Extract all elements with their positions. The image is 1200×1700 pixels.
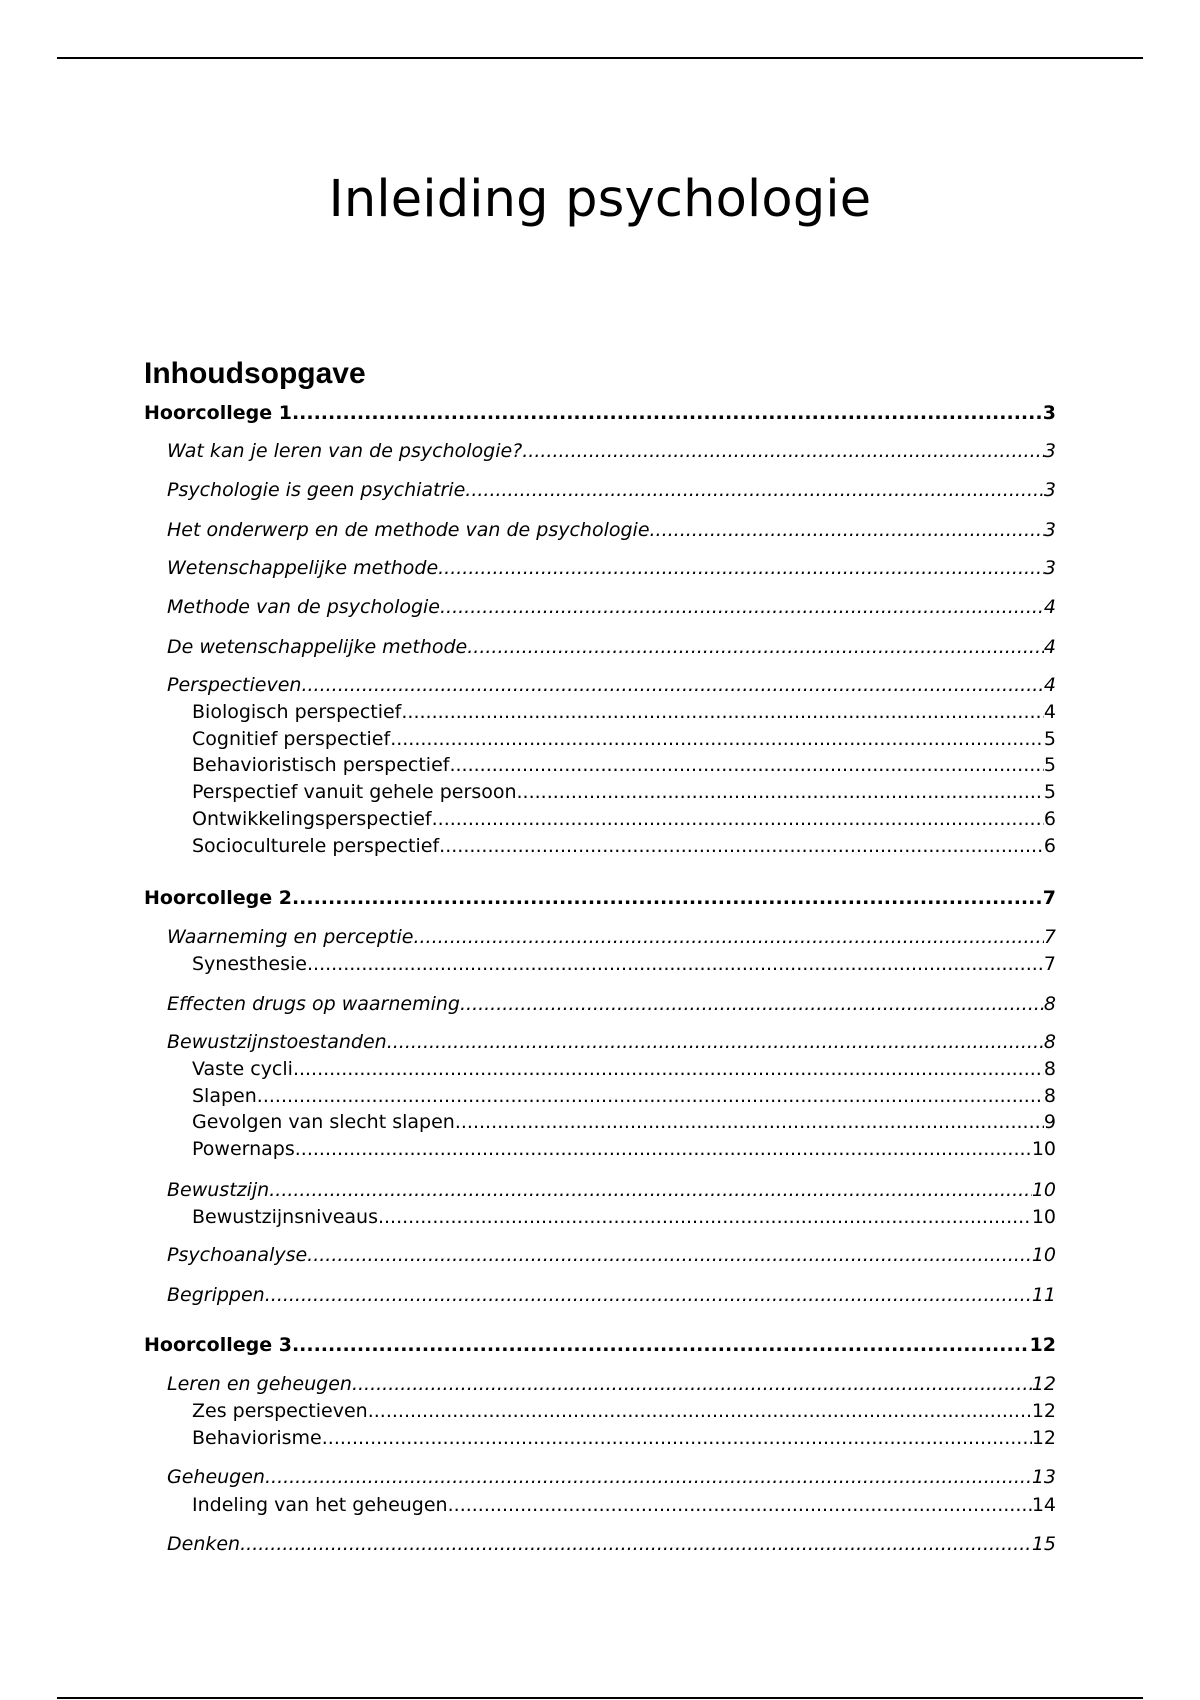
toc-entry-powernaps[interactable] — [192, 1137, 1056, 1161]
toc-entry-label: Begrippen — [167, 1284, 265, 1306]
toc-entry-label: Effecten drugs op waarneming — [167, 993, 460, 1015]
toc-entry-vaste-cycli[interactable] — [192, 1057, 1056, 1081]
toc-entry-onderwerp-en-methode[interactable] — [167, 518, 1056, 542]
toc-entry-label: Vaste cycli — [192, 1058, 293, 1080]
dot-leader — [387, 1030, 1044, 1054]
dot-leader — [293, 1057, 1044, 1081]
toc-page-number: 6 — [1043, 808, 1056, 830]
toc-page-number: 4 — [1043, 596, 1056, 618]
footer-rule — [57, 1697, 1143, 1699]
toc-page-number: 3 — [1043, 519, 1056, 541]
dot-leader — [292, 401, 1043, 425]
toc-entry-behavioristisch-perspectief[interactable] — [192, 753, 1056, 777]
dot-leader — [292, 886, 1043, 910]
dot-leader — [378, 1205, 1032, 1229]
toc-entry-label: Bewustzijn — [167, 1179, 270, 1201]
toc-entry-label: Biologisch perspectief — [192, 701, 402, 723]
toc-page-number: 6 — [1043, 835, 1056, 857]
dot-leader — [467, 635, 1044, 659]
dot-leader — [455, 1110, 1044, 1134]
toc-page-number: 7 — [1042, 887, 1056, 909]
toc-entry-psychoanalyse[interactable] — [167, 1243, 1056, 1267]
toc-page-number: 5 — [1043, 754, 1056, 776]
dot-leader — [401, 700, 1044, 724]
toc-entry-hoorcollege-1[interactable] — [144, 401, 1056, 425]
toc-entry-perspectieven[interactable] — [167, 673, 1056, 697]
toc-page-number: 3 — [1042, 402, 1056, 424]
dot-leader — [292, 1333, 1030, 1357]
dot-leader — [322, 1426, 1032, 1450]
dot-leader — [269, 1178, 1032, 1202]
dot-leader — [448, 1493, 1032, 1517]
toc-page-number: 10 — [1031, 1138, 1056, 1160]
toc-entry-indeling-geheugen[interactable] — [192, 1493, 1056, 1517]
toc-entry-geen-psychiatrie[interactable] — [167, 478, 1056, 502]
document-title: Inleiding psychologie — [328, 170, 872, 230]
toc-entry-label: Powernaps — [192, 1138, 295, 1160]
toc-entry-label: Psychologie is geen psychiatrie — [167, 479, 466, 501]
toc-page-number: 15 — [1031, 1533, 1056, 1555]
toc-entry-wat-kan-je-leren[interactable] — [167, 439, 1056, 463]
toc-entry-label: Gevolgen van slecht slapen — [192, 1111, 455, 1133]
toc-page-number: 3 — [1043, 557, 1056, 579]
dot-leader — [517, 780, 1044, 804]
toc-page-number: 4 — [1043, 701, 1056, 723]
dot-leader — [265, 1283, 1032, 1307]
toc-entry-socioculturele-perspectief[interactable] — [192, 834, 1056, 858]
toc-entry-label: Het onderwerp en de methode van de psychologie — [167, 519, 650, 541]
toc-entry-hoorcollege-3[interactable] — [144, 1333, 1056, 1357]
toc-page-number: 5 — [1043, 728, 1056, 750]
toc-page-number: 11 — [1031, 1284, 1056, 1306]
dot-leader — [295, 1137, 1032, 1161]
toc-page-number: 10 — [1031, 1206, 1056, 1228]
toc-entry-label: Hoorcollege 2 — [144, 887, 292, 909]
toc-entry-label: Perspectief vanuit gehele persoon — [192, 781, 517, 803]
dot-leader — [368, 1399, 1032, 1423]
toc-page-number: 4 — [1043, 674, 1056, 696]
toc-entry-leren-en-geheugen[interactable] — [167, 1372, 1056, 1396]
toc-entry-label: Bewustzijnstoestanden — [167, 1031, 387, 1053]
dot-leader — [307, 952, 1044, 976]
toc-entry-label: Bewustzijnsniveaus — [192, 1206, 378, 1228]
toc-page-number: 8 — [1043, 1031, 1056, 1053]
toc-page-number: 4 — [1043, 636, 1056, 658]
toc-entry-label: Socioculturele perspectief — [192, 835, 440, 857]
toc-entry-denken[interactable] — [167, 1532, 1056, 1556]
toc-entry-hoorcollege-2[interactable] — [144, 886, 1056, 910]
dot-leader — [449, 753, 1043, 777]
toc-page-number: 12 — [1031, 1400, 1056, 1422]
toc-page-number: 7 — [1043, 953, 1056, 975]
toc-page-number: 13 — [1031, 1466, 1056, 1488]
dot-leader — [390, 727, 1044, 751]
dot-leader — [465, 478, 1044, 502]
toc-entry-label: Methode van de psychologie — [167, 596, 440, 618]
toc-entry-gevolgen-slecht-slapen[interactable] — [192, 1110, 1056, 1134]
toc-entry-ontwikkelingsperspectief[interactable] — [192, 807, 1056, 831]
toc-entry-label: Denken — [167, 1533, 241, 1555]
toc-page-number: 5 — [1043, 781, 1056, 803]
toc-page-number: 3 — [1043, 440, 1056, 462]
toc-page-number: 12 — [1031, 1373, 1056, 1395]
dot-leader — [301, 673, 1043, 697]
toc-entry-synesthesie[interactable] — [192, 952, 1056, 976]
toc-entry-zes-perspectieven[interactable] — [192, 1399, 1056, 1423]
toc-page-number: 10 — [1031, 1179, 1056, 1201]
dot-leader — [440, 595, 1044, 619]
toc-heading: Inhoudsopgave — [144, 356, 366, 390]
toc-entry-waarneming-en-perceptie[interactable] — [167, 925, 1056, 949]
toc-entry-label: De wetenschappelijke methode — [167, 636, 468, 658]
toc-page-number: 9 — [1043, 1111, 1056, 1133]
toc-entry-label: Wat kan je leren van de psychologie? — [167, 440, 523, 462]
dot-leader — [307, 1243, 1032, 1267]
toc-entry-label: Ontwikkelingsperspectief — [192, 808, 432, 830]
toc-page-number: 12 — [1031, 1427, 1056, 1449]
toc-entry-label: Psychoanalyse — [167, 1244, 308, 1266]
toc-page-number: 10 — [1031, 1244, 1056, 1266]
toc-entry-geheugen[interactable] — [167, 1465, 1056, 1489]
toc-page-number: 3 — [1043, 479, 1056, 501]
toc-entry-label: Indeling van het geheugen — [192, 1494, 448, 1516]
toc-entry-label: Wetenschappelijke methode — [167, 557, 439, 579]
dot-leader — [522, 439, 1044, 463]
toc-entry-label: Hoorcollege 3 — [144, 1334, 292, 1356]
dot-leader — [460, 992, 1044, 1016]
dot-leader — [240, 1532, 1032, 1556]
dot-leader — [265, 1465, 1032, 1489]
toc-entry-bewustzijnsniveaus[interactable] — [192, 1205, 1056, 1229]
toc-entry-behaviorisme[interactable] — [192, 1426, 1056, 1450]
toc-entry-label: Slapen — [192, 1085, 257, 1107]
toc-entry-label: Behavioristisch perspectief — [192, 754, 450, 776]
header-rule — [57, 57, 1143, 59]
toc-entry-bewustzijn[interactable] — [167, 1178, 1056, 1202]
toc-entry-label: Behaviorisme — [192, 1427, 322, 1449]
toc-entry-begrippen[interactable] — [167, 1283, 1056, 1307]
toc-entry-gehele-persoon[interactable] — [192, 780, 1056, 804]
toc-entry-label: Synesthesie — [192, 953, 307, 975]
toc-entry-label: Leren en geheugen — [167, 1373, 352, 1395]
toc-page-number: 14 — [1031, 1494, 1056, 1516]
toc-entry-slapen[interactable] — [192, 1084, 1056, 1108]
toc-entry-label: Cognitief perspectief — [192, 728, 391, 750]
toc-entry-label: Perspectieven — [167, 674, 302, 696]
toc-page-number: 8 — [1043, 1085, 1056, 1107]
toc-entry-de-wetenschappelijke-methode[interactable] — [167, 635, 1056, 659]
toc-entry-wetenschappelijke-methode[interactable] — [167, 556, 1056, 580]
dot-leader — [650, 518, 1044, 542]
toc-entry-methode-van-de-psychologie[interactable] — [167, 595, 1056, 619]
toc-entry-cognitief-perspectief[interactable] — [192, 727, 1056, 751]
dot-leader — [439, 834, 1044, 858]
toc-page-number: 8 — [1043, 1058, 1056, 1080]
dot-leader — [257, 1084, 1044, 1108]
toc-entry-bewustzijnstoestanden[interactable] — [167, 1030, 1056, 1054]
dot-leader — [413, 925, 1043, 949]
toc-entry-biologisch-perspectief[interactable] — [192, 700, 1056, 724]
toc-page-number: 8 — [1043, 993, 1056, 1015]
toc-entry-label: Zes perspectieven — [192, 1400, 368, 1422]
dot-leader — [432, 807, 1044, 831]
toc-entry-label: Waarneming en perceptie — [167, 926, 414, 948]
toc-page-number: 12 — [1029, 1334, 1056, 1356]
dot-leader — [352, 1372, 1032, 1396]
dot-leader — [438, 556, 1044, 580]
toc-entry-effecten-drugs[interactable] — [167, 992, 1056, 1016]
toc-entry-label: Hoorcollege 1 — [144, 402, 292, 424]
toc-entry-label: Geheugen — [167, 1466, 265, 1488]
toc-page-number: 7 — [1043, 926, 1056, 948]
